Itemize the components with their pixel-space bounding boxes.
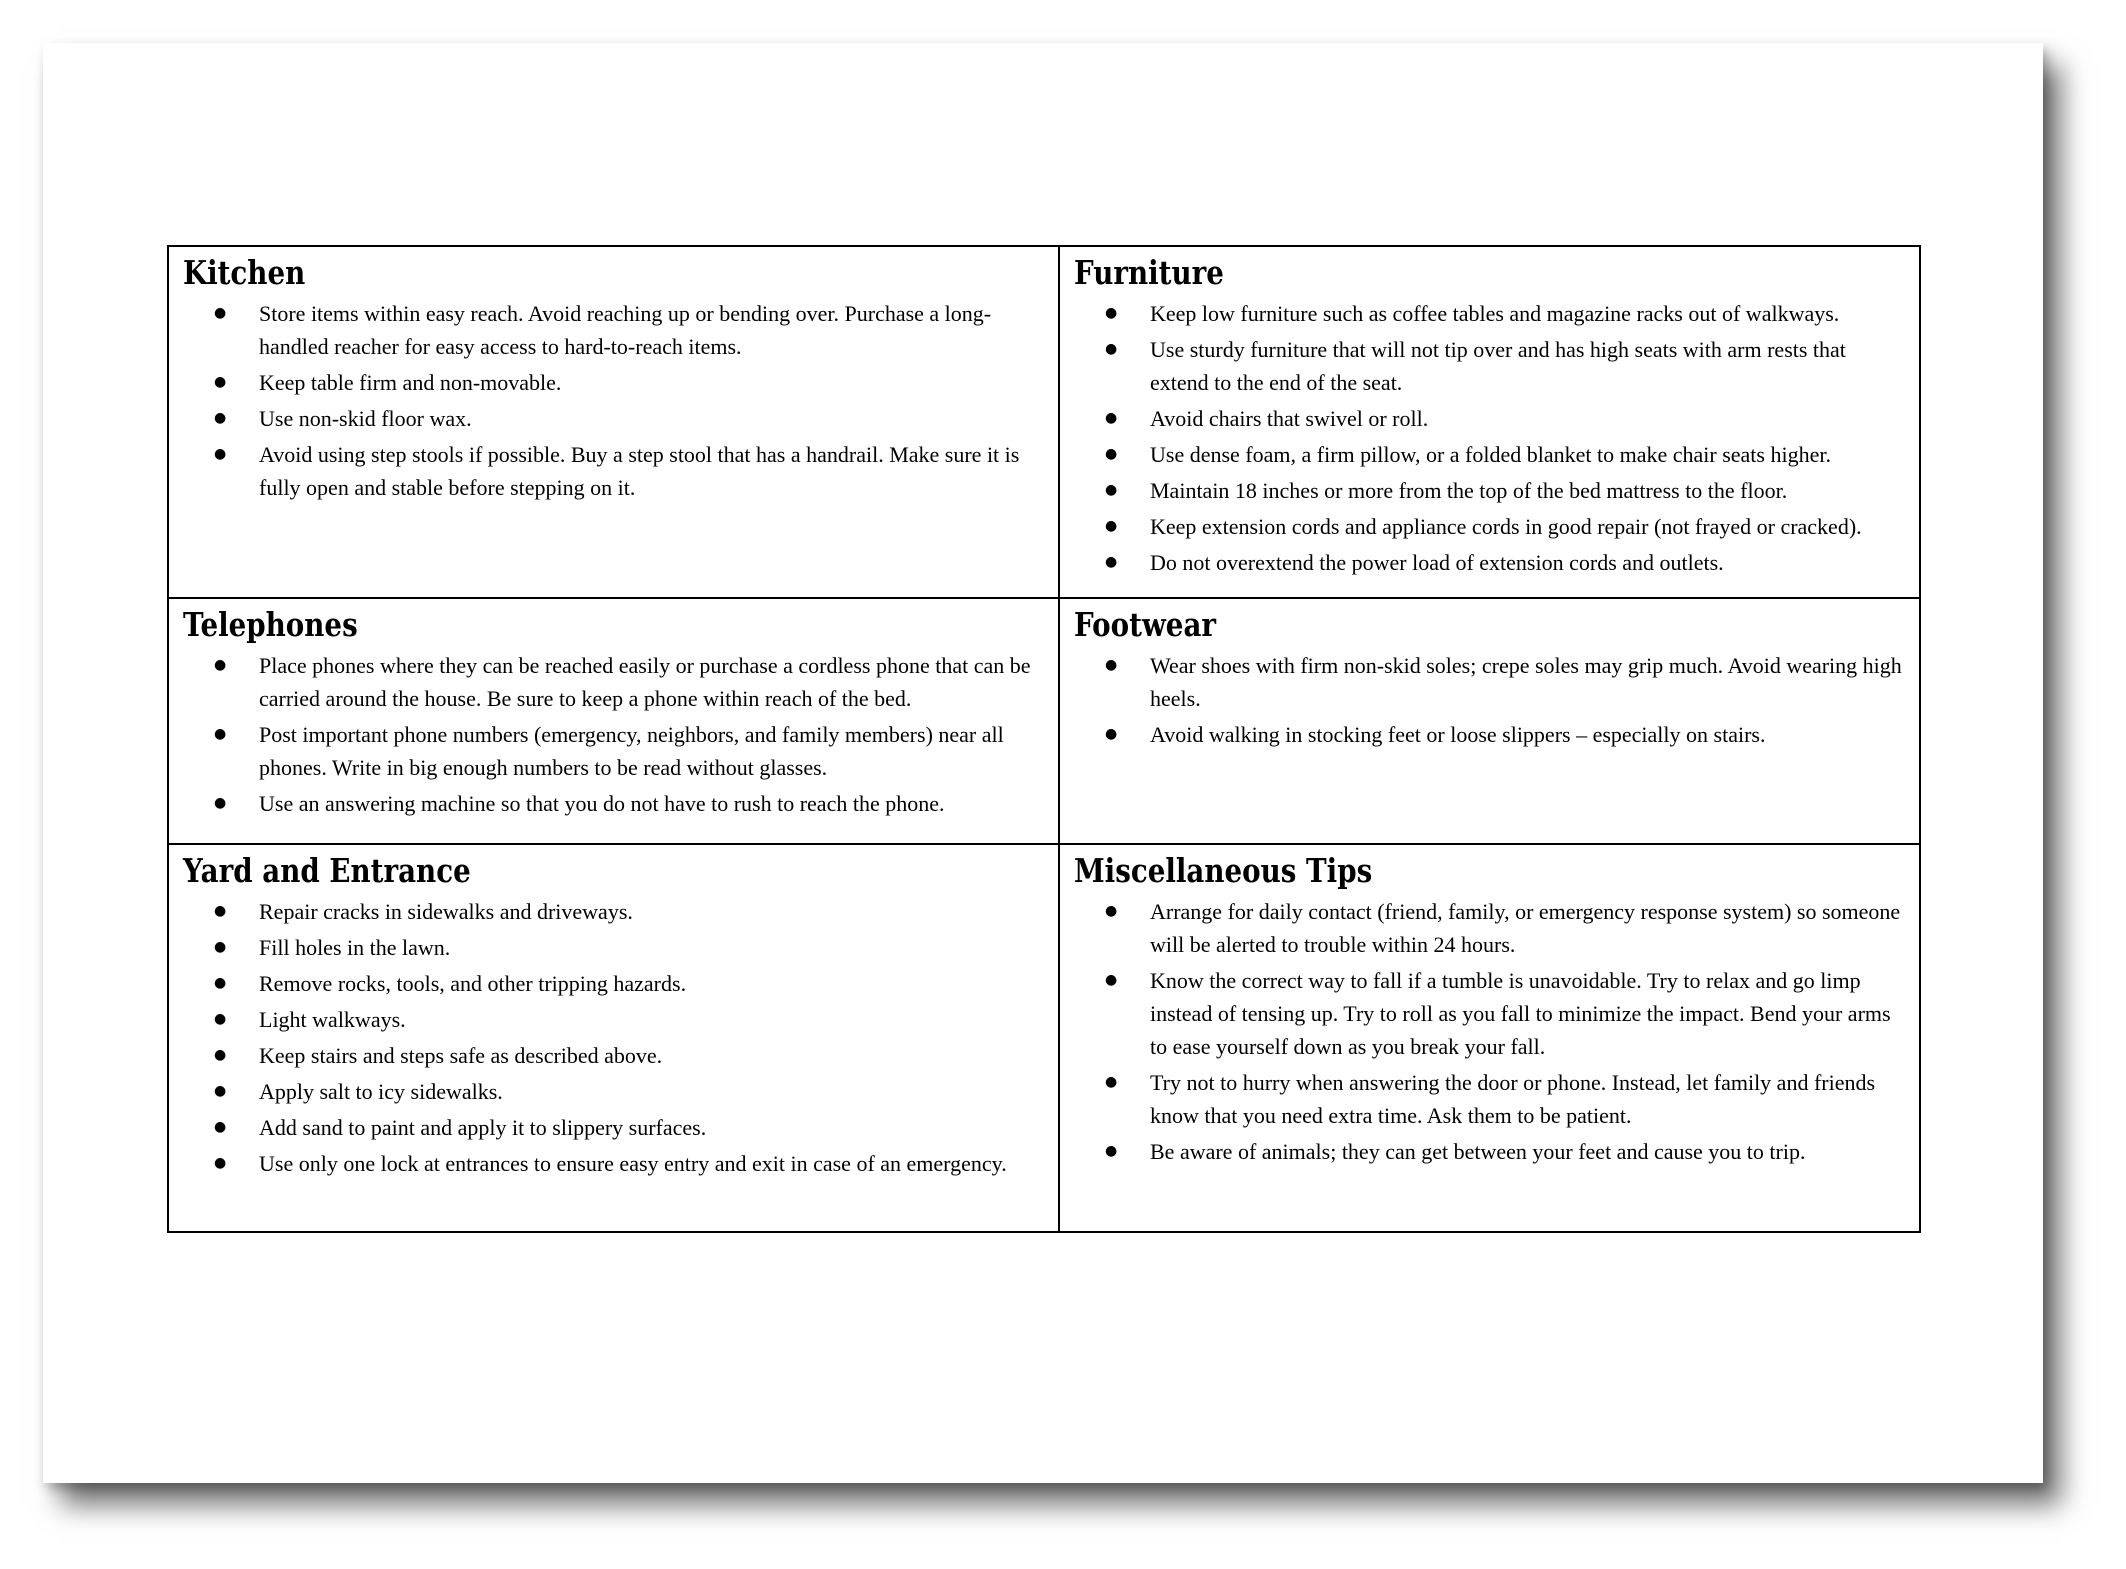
list-item-text: Repair cracks in sidewalks and driveways. xyxy=(259,899,633,924)
list-item-text: Keep table firm and non-movable. xyxy=(259,370,562,395)
bullet-icon: ● xyxy=(1105,482,1118,498)
list-item xyxy=(214,297,1046,363)
list-item-text: Place phones where they can be reached easily or purchase a cordless phone that can be carried around the house. Be sure to keep a phone within reach of the bed. xyxy=(259,653,1031,711)
bullet-icon: ● xyxy=(214,1011,227,1027)
list-item-text: Fill holes in the lawn. xyxy=(259,935,451,960)
bullet-icon: ● xyxy=(1105,903,1118,919)
list-item-text: Store items within easy reach. Avoid reaching up or bending over. Purchase a long-handled reacher for easy access to hard-to-reach items. xyxy=(259,301,992,359)
bullet-icon: ● xyxy=(1105,446,1118,462)
list-item-text: Post important phone numbers (emergency, neighbors, and family members) near all phones. Write in big enough numbers to be read without glasses. xyxy=(259,722,1004,780)
bullet-icon: ● xyxy=(1105,410,1118,426)
list-item xyxy=(1105,333,1907,399)
list-item-text: Do not overextend the power load of extension cords and outlets. xyxy=(1150,550,1724,575)
list-item-text: Try not to hurry when answering the door or phone. Instead, let family and friends know that you need extra time. Ask them to be patient. xyxy=(1150,1070,1876,1128)
bullet-icon: ● xyxy=(1105,518,1118,534)
bullet-icon: ● xyxy=(214,657,227,673)
bullet-icon: ● xyxy=(214,446,227,462)
list-item xyxy=(214,402,1046,435)
list-item xyxy=(1105,546,1907,579)
section-furniture xyxy=(1059,246,1920,598)
list-item xyxy=(214,931,1046,964)
bullet-icon: ● xyxy=(214,975,227,991)
list-item-text: Use non-skid floor wax. xyxy=(259,406,472,431)
bullet-icon: ● xyxy=(1105,726,1118,742)
list-item xyxy=(1105,402,1907,435)
list-item xyxy=(1105,1135,1907,1168)
section-miscellaneous-tips xyxy=(1059,844,1920,1232)
section-list xyxy=(1074,649,1907,751)
list-item xyxy=(1105,1066,1907,1132)
list-item xyxy=(214,649,1046,715)
list-item-text: Keep extension cords and appliance cords in good repair (not frayed or cracked). xyxy=(1150,514,1862,539)
bullet-icon: ● xyxy=(1105,554,1118,570)
list-item-text: Remove rocks, tools, and other tripping hazards. xyxy=(259,971,687,996)
list-item-text: Avoid chairs that swivel or roll. xyxy=(1150,406,1429,431)
bullet-icon: ● xyxy=(214,1119,227,1135)
bullet-icon: ● xyxy=(214,1083,227,1099)
section-list xyxy=(183,649,1046,820)
list-item xyxy=(214,438,1046,504)
list-item xyxy=(214,895,1046,928)
bullet-icon: ● xyxy=(1105,305,1118,321)
bullet-icon: ● xyxy=(214,410,227,426)
bullet-icon: ● xyxy=(1105,972,1118,988)
list-item-text: Apply salt to icy sidewalks. xyxy=(259,1079,503,1104)
list-item-text: Arrange for daily contact (friend, family, or emergency response system) so someone will be alerted to trouble within 24 hours. xyxy=(1150,899,1901,957)
list-item xyxy=(1105,718,1907,751)
section-kitchen xyxy=(168,246,1059,598)
list-item xyxy=(214,718,1046,784)
section-list xyxy=(183,297,1046,504)
list-item-text: Avoid walking in stocking feet or loose slippers – especially on stairs. xyxy=(1150,722,1766,747)
list-item-text: Use only one lock at entrances to ensure easy entry and exit in case of an emergency. xyxy=(259,1151,1007,1176)
list-item xyxy=(1105,964,1907,1063)
section-heading: Yard and Entrance xyxy=(183,851,471,890)
list-item xyxy=(214,967,1046,1000)
list-item-text: Use dense foam, a firm pillow, or a folded blanket to make chair seats higher. xyxy=(1150,442,1831,467)
bullet-icon: ● xyxy=(1105,1074,1118,1090)
bullet-icon: ● xyxy=(214,903,227,919)
section-list xyxy=(1074,895,1907,1168)
list-item xyxy=(1105,474,1907,507)
section-list xyxy=(183,895,1046,1180)
list-item xyxy=(214,1147,1046,1180)
list-item-text: Keep stairs and steps safe as described above. xyxy=(259,1043,663,1068)
section-footwear xyxy=(1059,598,1920,844)
list-item-text: Avoid using step stools if possible. Buy a step stool that has a handrail. Make sure it is fully open and stable before stepping on it. xyxy=(259,442,1020,500)
list-item xyxy=(1105,649,1907,715)
bullet-icon: ● xyxy=(214,374,227,390)
section-heading: Telephones xyxy=(183,605,358,644)
list-item-text: Keep low furniture such as coffee tables and magazine racks out of walkways. xyxy=(1150,301,1840,326)
bullet-icon: ● xyxy=(214,1155,227,1171)
document-page xyxy=(43,43,2043,1483)
list-item xyxy=(1105,297,1907,330)
section-yard-and-entrance xyxy=(168,844,1059,1232)
list-item xyxy=(214,1111,1046,1144)
list-item xyxy=(1105,895,1907,961)
list-item-text: Know the correct way to fall if a tumble is unavoidable. Try to relax and go limp instead of tensing up. Try to roll as you fall to minimize the impact. Bend your arms to ease yourself down as you break your fall. xyxy=(1150,968,1891,1059)
bullet-icon: ● xyxy=(214,1047,227,1063)
bullet-icon: ● xyxy=(214,795,227,811)
list-item-text: Use an answering machine so that you do not have to rush to reach the phone. xyxy=(259,791,945,816)
section-heading: Miscellaneous Tips xyxy=(1074,851,1373,890)
list-item xyxy=(214,787,1046,820)
safety-tips-table xyxy=(167,245,1921,1233)
list-item-text: Add sand to paint and apply it to slippery surfaces. xyxy=(259,1115,707,1140)
list-item xyxy=(214,1003,1046,1036)
bullet-icon: ● xyxy=(214,939,227,955)
section-heading: Furniture xyxy=(1074,253,1224,292)
section-heading: Kitchen xyxy=(183,253,306,292)
section-heading: Footwear xyxy=(1074,605,1217,644)
list-item-text: Light walkways. xyxy=(259,1007,406,1032)
list-item xyxy=(1105,438,1907,471)
list-item xyxy=(214,1075,1046,1108)
bullet-icon: ● xyxy=(214,726,227,742)
section-list xyxy=(1074,297,1907,579)
list-item xyxy=(1105,510,1907,543)
bullet-icon: ● xyxy=(1105,341,1118,357)
bullet-icon: ● xyxy=(1105,1143,1118,1159)
list-item xyxy=(214,1039,1046,1072)
section-telephones xyxy=(168,598,1059,844)
list-item-text: Maintain 18 inches or more from the top of the bed mattress to the floor. xyxy=(1150,478,1788,503)
bullet-icon: ● xyxy=(214,305,227,321)
list-item-text: Be aware of animals; they can get between your feet and cause you to trip. xyxy=(1150,1139,1806,1164)
bullet-icon: ● xyxy=(1105,657,1118,673)
list-item-text: Wear shoes with firm non-skid soles; crepe soles may grip much. Avoid wearing high heels. xyxy=(1150,653,1902,711)
list-item xyxy=(214,366,1046,399)
list-item-text: Use sturdy furniture that will not tip over and has high seats with arm rests that extend to the end of the seat. xyxy=(1150,337,1846,395)
